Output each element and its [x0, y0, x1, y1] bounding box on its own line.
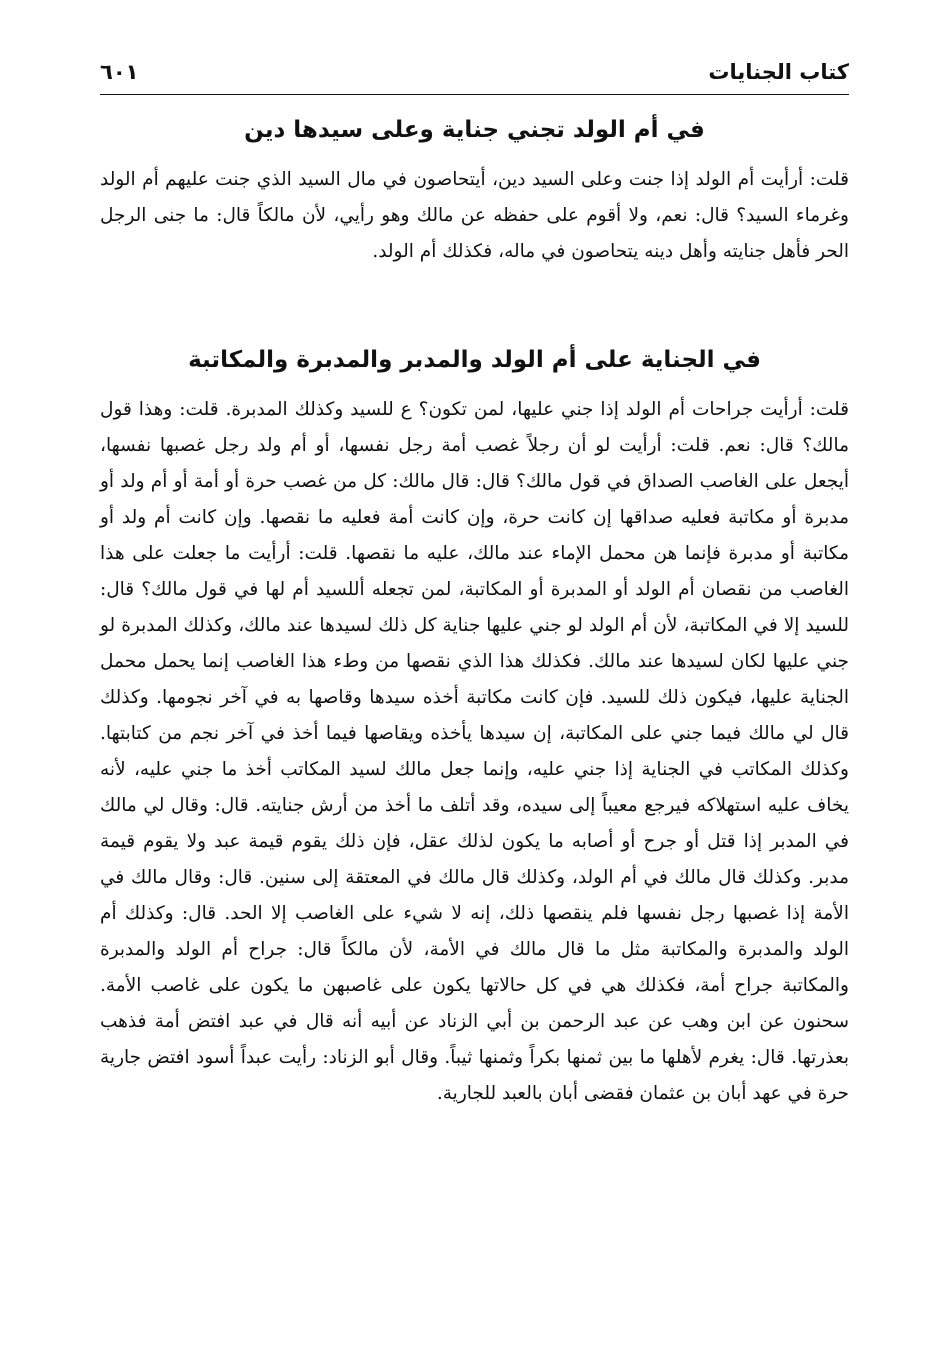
section-umm-walad-debt — [100, 112, 849, 270]
running-header — [100, 58, 849, 95]
section-paragraph: قلت: أرأيت جراحات أم الولد إذا جني عليها، لمن تكون؟ ع للسيد وكذلك المدبرة. قلت: وهذا قول مالك؟ قال: نعم. قلت: أرأيت لو أن رجلاً غصب أمة رجل نفسها، أو أم ولد رجل غصبها نفسها، أيجعل على الغاصب الصداق في قول مالك؟ قال: قال مالك: كل من غصب حرة أو أمة أو أم ولد أو مدبرة أو مكاتبة فعليه صداقها إن كانت حرة، وإن كانت أمة فعليه ما نقصها. وإن كانت أم ولد أو مكاتبة أو مدبرة فإنما هن محمل الإماء عند مالك، عليه ما نقصها. قلت: أرأيت ما جعلت على هذا الغاصب من نقصان أم الولد أو المدبرة أو المكاتبة، لمن تجعله أللسيد أم لها في قول مالك؟ قال: للسيد إلا في المكاتبة، لأن أم الولد لو جني عليها جناية كل ذلك لسيدها عند مالك، وكذلك المدبرة لو جني عليها لكان لسيدها عند مالك. فكذلك هذا الذي نقصها من وطء هذا الغاصب إنما يحمل محمل الجناية عليها، فيكون ذلك للسيد. فإن كانت مكاتبة أخذه سيدها وقاصها به في آخر نجومها. وكذلك قال لي مالك فيما جني على المكاتبة، إن سيدها يأخذه ويقاصها فيما أخذ في آخر نجم من كتابتها. وكذلك المكاتب في الجناية إذا جني عليه، وإنما جعل مالك لسيد المكاتب أخذ ما جني عليه، لأنه يخاف عليه استهلاكه فيرجع معيباً إلى سيده، وقد أتلف ما أخذ من أرش جنايته. قال: وقال لي مالك في المدبر إذا قتل أو جرح أو أصابه ما يكون لذلك عقل، فإن ذلك يقوم قيمة عبد ولا يقوم قيمة مدبر. وكذلك قال مالك في أم الولد، وكذلك قال مالك في المعتقة إلى سنين. قال: وقال مالك في الأمة إذا غصبها رجل نفسها فلم ينقصها ذلك، إنه لا شيء على الغاصب إلا الحد. قال: وكذلك أم الولد والمدبرة والمكاتبة مثل ما قال مالك في الأمة، لأن مالكاً قال: جراح أم الولد والمدبرة والمكاتبة جراح أمة، فكذلك هي في كل حالاتها يكون على غاصبهن ما يكون على غاصب الأمة. سحنون عن ابن وهب عن عبد الرحمن بن أبي الزناد عن أبيه أنه قال في عبد افتض أمة فذهب بعذرتها. قال: يغرم لأهلها ما بين ثمنها بكراً وثمنها ثيباً. وقال أبو الزناد: رأيت عبداً أسود افتض جارية حرة في عهد أبان بن عثمان فقضى أبان بالعبد للجارية. — [100, 399, 849, 1104]
page-number: ٦٠١ — [100, 60, 139, 84]
section-injury-umm-walad — [100, 342, 849, 1112]
section-heading: في الجناية على أم الولد والمدبر والمدبرة والمكاتبة — [188, 347, 761, 373]
section-paragraph: قلت: أرأيت أم الولد إذا جنت وعلى السيد دين، أيتحاصون في مال السيد الذي جنت عليهم أم الولد وغرماء السيد؟ قال: نعم، ولا أقوم على حفظه عن مالك وهو رأيي، لأن مالكاً قال: ما جنى الرجل الحر فأهل جنايته وأهل دينه يتحاصون في ماله، فكذلك أم الولد. — [100, 169, 849, 262]
section-heading: في أم الولد تجني جناية وعلى سيدها دين — [244, 117, 705, 143]
book-title: كتاب الجنايات — [708, 60, 849, 84]
